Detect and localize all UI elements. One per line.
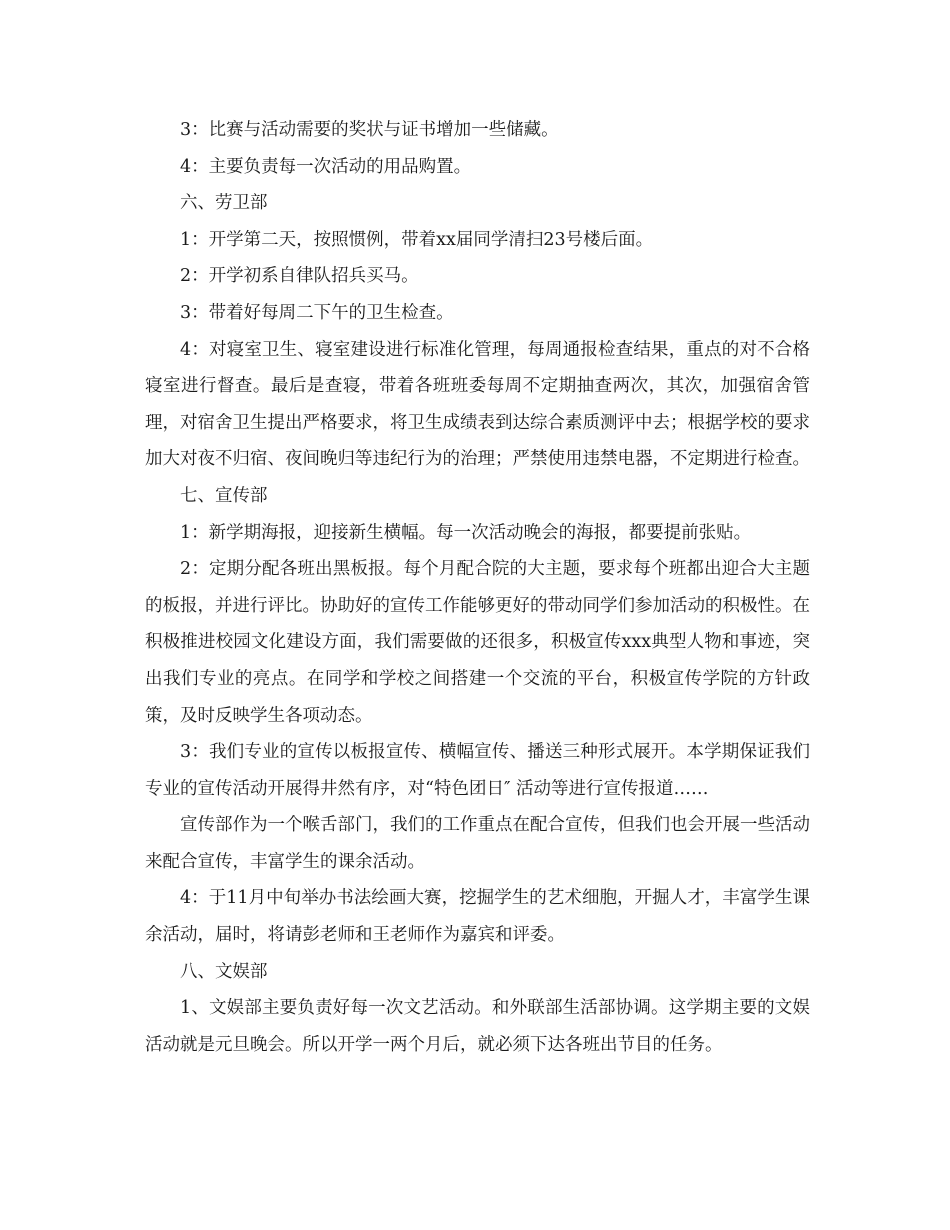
paragraph: 1、文娱部主要负责好每一次文艺活动。和外联部生活部协调。这学期主要的文娱活动就是元旦晚会。所以开学一两个月后，就必须下达各班出节目的任务。 [145,998,810,1055]
paragraph: 宣传部作为一个喉舌部门，我们的工作重点在配合宣传，但我们也会开展一些活动来配合宣传，丰富学生的课余活动。 [145,815,810,872]
section-heading: 八、文娱部 [180,961,268,982]
section-heading: 七、宣传部 [180,485,268,506]
paragraph: 2：定期分配各班出黑板报。每个月配合院的大主题，要求每个班都出迎合大主题的板报，并进行评比。协助好的宣传工作能够更好的带动同学们参加活动的积极性。在积极推进校园文化建设方面，我们需要做的还很多，积极宣传xxx典型人物和事迹，突出我们专业的亮点。在同学和学校之间搭建一个交流的平台，积极宣传学院的方针政策，及时反映学生各项动态。 [145,559,810,726]
section-heading: 六、劳卫部 [180,193,268,214]
paragraph: 3：带着好每周二下午的卫生检查。 [180,302,454,323]
paragraph: 3：比赛与活动需要的奖状与证书增加一些储藏。 [180,120,559,140]
paragraph: 4：于11月中旬举办书法绘画大赛，挖掘学生的艺术细胞，开掘人才，丰富学生课余活动，届时，将请彭老师和王老师作为嘉宾和评委。 [145,888,810,946]
paragraph: 4：主要负责每一次活动的用品购置。 [180,156,472,177]
paragraph: 3：我们专业的宣传以板报宣传、横幅宣传、播送三种形式展开。本学期保证我们专业的宣传活动开展得井然有序，对“特色团日″ 活动等进行宣传报道…… [145,742,810,799]
paragraph: 1：开学第二天，按照惯例，带着xx届同学清扫23号楼后面。 [180,229,654,250]
paragraph: 4：对寝室卫生、寝室建设进行标准化管理，每周通报检查结果，重点的对不合格寝室进行督查。最后是查寝，带着各班班委每周不定期抽查两次，其次，加强宿舍管理，对宿舍卫生提出严格要求，将卫生成绩表到达综合素质测评中去；根据学校的要求加大对夜不归宿、夜间晚归等违纪行为的治理；严禁使用违禁电器，不定期进行检查。 [145,339,810,470]
document-body [145,112,810,1063]
paragraph: 1：新学期海报，迎接新生横幅。每一次活动晚会的海报，都要提前张贴。 [180,522,752,543]
paragraph: 2：开学初系自律队招兵买马。 [180,266,419,287]
